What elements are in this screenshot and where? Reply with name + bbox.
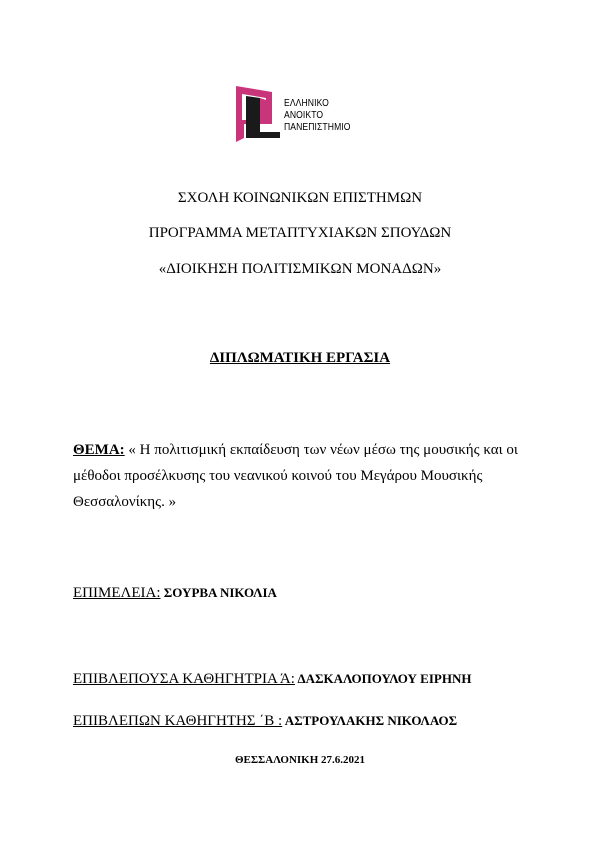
place-date: ΘΕΣΣΑΛΟΝΙΚΗ 27.6.2021 — [234, 754, 366, 766]
logo-line-3: ΠΑΝΕΠΙΣΤΗΜΙΟ — [284, 121, 351, 133]
supervisor-b-name: ΑΣΤΡΟΥΛΑΚΗΣ ΝΙΚΟΛΑΟΣ — [282, 713, 458, 728]
author-line — [73, 584, 277, 602]
program-name: «ΔΙΟΙΚΗΣΗ ΠΟΛΙΤΙΣΜΙΚΩΝ ΜΟΝΑΔΩΝ» — [158, 261, 442, 277]
logo-line-2: ΑΝΟΙΚΤΟ — [284, 109, 324, 121]
document-type-title: ΔΙΠΛΩΜΑΤΙΚΗ ΕΡΓΑΣΙΑ — [209, 350, 391, 366]
supervisor-b-label: ΕΠΙΒΛΕΠΩΝ ΚΑΘΗΓΗΤΗΣ ΄Β : — [73, 713, 283, 729]
author-label: ΕΠΙΜΕΛΕΙΑ: — [73, 585, 161, 601]
supervisor-b-line — [73, 712, 457, 730]
logo-line-1: ΕΛΛΗΝΙΚΟ — [284, 97, 329, 109]
thesis-topic — [73, 437, 533, 515]
logo-text — [284, 97, 351, 133]
program-title: ΠΡΟΓΡΑΜΜΑ ΜΕΤΑΠΤΥΧΙΑΚΩΝ ΣΠΟΥΔΩΝ — [148, 225, 452, 241]
school-name: ΣΧΟΛΗ ΚΟΙΝΩΝΙΚΩΝ ΕΠΙΣΤΗΜΩΝ — [177, 190, 423, 206]
hou-logo-icon — [236, 86, 280, 146]
author-name: ΣΟΥΡΒΑ ΝΙΚΟΛΙΑ — [160, 585, 277, 600]
topic-label: ΘΕΜΑ: — [73, 442, 125, 458]
supervisor-a-name: ΔΑΣΚΑΛΟΠΟΥΛΟΥ ΕΙΡΗΝΗ — [294, 671, 472, 686]
university-logo — [236, 86, 376, 146]
supervisor-a-line — [73, 670, 471, 688]
topic-text: « Η πολιτισμική εκπαίδευση των νέων μέσω της μουσικής και οι μέθοδοι προσέλκυσης του νεανικού κοινού του Μεγάρου Μουσικής Θεσσαλονίκης. » — [73, 442, 518, 510]
supervisor-a-label: ΕΠΙΒΛΕΠΟΥΣΑ ΚΑΘΗΓΗΤΡΙΑ Ά: — [73, 671, 295, 687]
